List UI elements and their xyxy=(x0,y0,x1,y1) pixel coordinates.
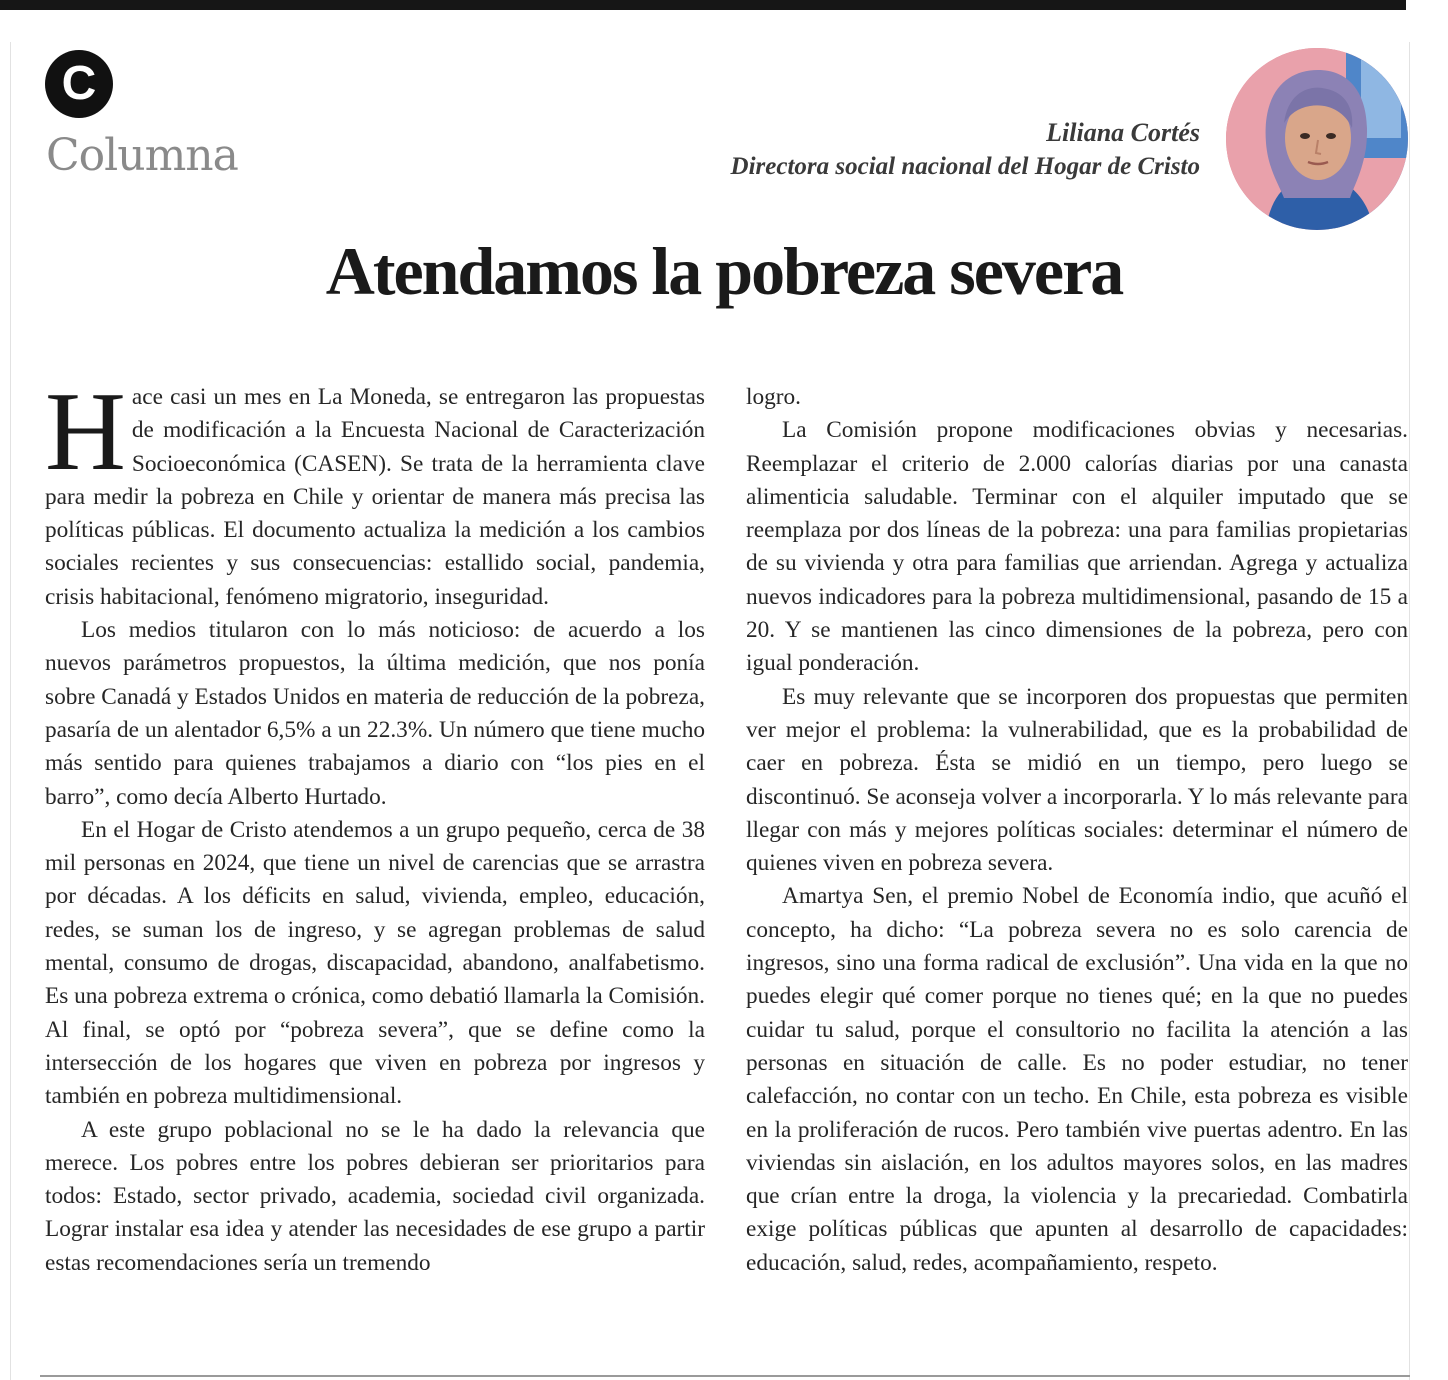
drop-cap: H xyxy=(45,370,126,494)
paragraph: La Comisión propone modificaciones obvias y necesarias. Reemplazar el criterio de 2.000 calorías diarias por una canasta alimenticia saludable. Terminar con el alquiler imputado que se reemplaza por dos líneas de la pobreza: una para familias propietarias de su vivienda y otra para familias que arriendan. Agrega y actualiza nuevos indicadores para la pobreza multidimensional, pasando de 15 a 20. Y se mantienen las cinco dimensiones de la pobreza, pero con igual ponderación. xyxy=(746,417,1408,677)
top-bar xyxy=(0,0,1406,10)
byline xyxy=(731,118,1200,186)
headline: Atendamos la pobreza severa xyxy=(325,233,1123,309)
section-label: Columna xyxy=(46,130,238,181)
section-badge: C xyxy=(45,50,113,118)
paragraph: A este grupo poblacional no se le ha dado la relevancia que merece. Los pobres entre los pobres debieran ser prioritarios para todos: Estado, sector privado, academia, sociedad civil organizada. Lograr instalar esa idea y atender las necesidades de ese grupo a partir estas recomendaciones sería un tremendo xyxy=(45,1116,705,1276)
paragraph: Amartya Sen, el premio Nobel de Economía indio, que acuñó el concepto, ha dicho: “La pobreza severa no es solo carencia de ingresos, sino una forma radical de exclusión”. Una vida en la que no puedes elegir qué comer porque no tienes qué; en la que no puedes cuidar tu salud, porque el consultorio no facilita la atención a las personas en situación de calle. Es no poder estudiar, no tener calefacción, no contar con un techo. En Chile, esta pobreza es visible en la proliferación de rucos. Pero también vive puertas adentro. En las viviendas sin aislación, en los adultos mayores solos, en las madres que crían entre la droga, la violencia y la precariedad. Combatirla exige políticas públicas que apunten al desarrollo de capacidades: educación, salud, redes, acompañamiento, respeto. xyxy=(746,883,1408,1276)
author-portrait-icon xyxy=(1226,48,1408,230)
author-name: Liliana Cortés xyxy=(1046,118,1200,147)
paragraph xyxy=(45,370,705,614)
body-column-left xyxy=(45,370,705,1280)
paragraph: Los medios titularon con lo más noticioso: de acuerdo a los nuevos parámetros propuestos, la última medición, que nos ponía sobre Canadá y Estados Unidos en materia de reducción de la pobreza, pasaría de un alentador 6,5% a un 22.3%. Un número que tiene mucho más sentido para quienes trabajamos a diario con “los pies en el barro”, como decía Alberto Hurtado. xyxy=(45,617,705,810)
paragraph-text: ace casi un mes en La Moneda, se entregaron las propuestas de modificación a la Encuesta Nacional de Caracterización Socioeconómica (CASEN). Se trata de la herramienta clave para medir la pobreza en Chile y orientar de manera más precisa las políticas públicas. El documento actualiza la medición a los cambios sociales recientes y sus consecuencias: estallido social, pandemia, crisis habitacional, fenómeno migratorio, inseguridad. xyxy=(45,384,705,610)
paragraph: Es muy relevante que se incorporen dos propuestas que permiten ver mejor el problema: la vulnerabilidad, que es la probabilidad de caer en pobreza. Ésta se midió en un tiempo, pero luego se discontinuó. Se aconseja volver a incorporarla. Y lo más relevante para llegar con más y mejores políticas sociales: determinar el número de quienes viven en pobreza severa. xyxy=(746,683,1408,877)
author-role: Directora social nacional del Hogar de Cristo xyxy=(730,153,1200,180)
body-column-right xyxy=(746,381,1408,1280)
paragraph: logro. xyxy=(746,384,802,410)
paragraph: En el Hogar de Cristo atendemos a un grupo pequeño, cerca de 38 mil personas en 2024, que tiene un nivel de carencias que se arrastra por décadas. A los déficits en salud, vivienda, empleo, educación, redes, se suman los de ingreso, y se agregan problemas de salud mental, consumo de drogas, discapacidad, abandono, analfabetismo. Es una pobreza extrema o crónica, como debatió llamarla la Comisión. Al final, se optó por “pobreza severa”, que se define como la intersección de los hogares que viven en pobreza por ingresos y también en pobreza multidimensional. xyxy=(45,816,705,1110)
bottom-rule xyxy=(40,1375,1410,1377)
portrait-svg xyxy=(1226,48,1408,230)
